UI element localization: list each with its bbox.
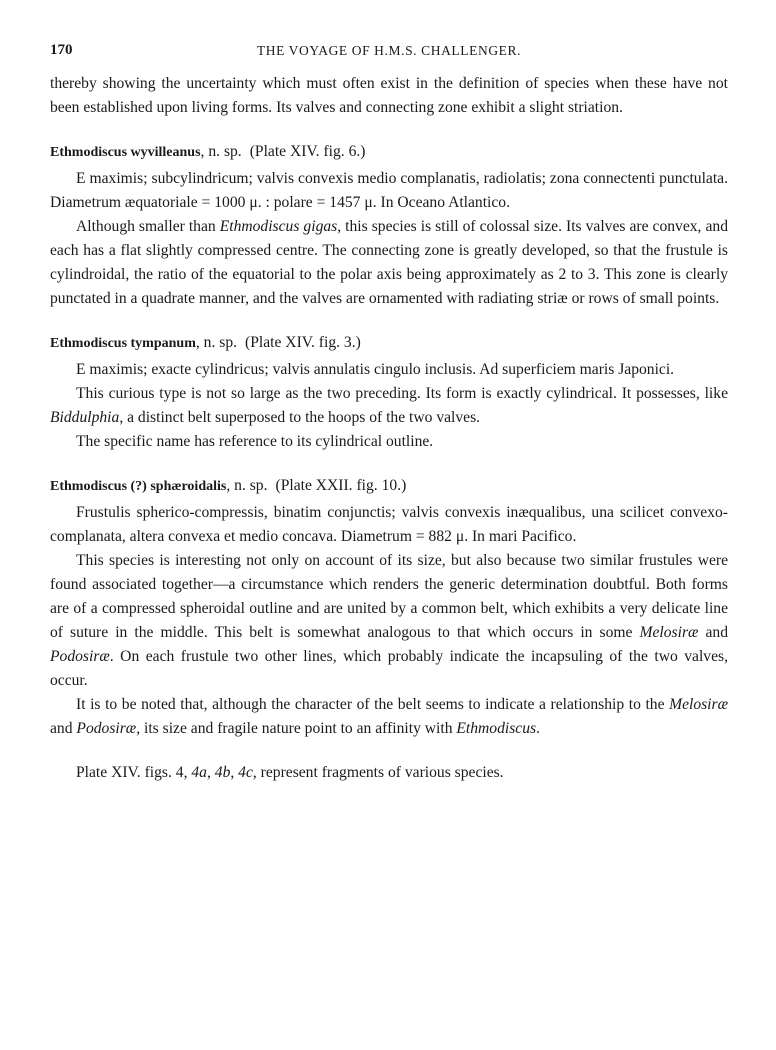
latin-diagnosis: Frustulis spherico-compressis, binatim conjunctis; valvis convexis inæqualibus, una scilicet convexo-complanata, altera convexa et medio concava. Diametrum = 882 μ. In mari Pacifico. xyxy=(50,504,728,545)
italic-genus: Ethmodiscus xyxy=(456,720,537,737)
description-paragraph: This species is interesting not only on account of its size, but also because two similar frustules were found associated together—a circumstance which renders the generic determination doubtful. Both forms are of a compressed spheroidal outline and are united by a common belt, which exhibits a very delicate line of suture in the middle. This belt is somewhat analogous to that which occurs in some Melosiræ and Podosiræ. On each frustule two other lines, which probably indicate the incapsuling of the two valves, occur. xyxy=(50,552,728,689)
species-heading-sphaeroidalis xyxy=(50,474,728,499)
running-title: THE VOYAGE OF H.M.S. CHALLENGER. xyxy=(256,43,522,58)
plate-reference: (Plate XIV. fig. 3.) xyxy=(245,334,361,351)
species-suffix: , n. sp. xyxy=(200,143,242,160)
species-name: Ethmodiscus tympanum xyxy=(50,336,196,351)
intro-paragraph: thereby showing the uncertainty which must often exist in the definition of species when these have not been established upon living forms. Its valves and connecting zone exhibit a slight striation. xyxy=(50,75,728,116)
italic-genus: Podosiræ xyxy=(76,720,137,737)
description-paragraph: Although smaller than Ethmodiscus gigas, this species is still of colossal size. Its valves are convex, and each has a flat slightly compressed centre. The connecting zone is greatly developed, so that the frustule is cylindroidal, the ratio of the equatorial to the polar axis being approximately as 2 to 3. This zone is clearly punctated in a quadrate manner, and the valves are ornamented with radiating striæ or rows of small points. xyxy=(50,218,728,307)
latin-diagnosis: E maximis; exacte cylindricus; valvis annulatis cingulo inclusis. Ad superficiem maris Japonici. xyxy=(76,361,675,378)
species-heading-tympanum xyxy=(50,331,728,356)
italic-genus: Ethmodiscus gigas xyxy=(219,218,338,235)
description-paragraph: The specific name has reference to its cylindrical outline. xyxy=(76,433,434,450)
species-name: Ethmodiscus (?) sphæroidalis xyxy=(50,479,227,494)
page-number: 170 xyxy=(50,42,73,58)
species-name: Ethmodiscus wyvilleanus xyxy=(50,145,201,160)
italic-genus: Podosiræ xyxy=(50,648,110,665)
plate-note: Plate XIV. figs. 4, 4a, 4b, 4c, represent fragments of various species. xyxy=(76,764,504,781)
species-suffix: , n. sp. xyxy=(226,477,268,494)
plate-reference: (Plate XXII. fig. 10.) xyxy=(275,477,407,494)
description-paragraph: This curious type is not so large as the two preceding. Its form is exactly cylindrical. It possesses, like Biddulphia, a distinct belt superposed to the hoops of the two valves. xyxy=(50,385,728,426)
plate-reference: (Plate XIV. fig. 6.) xyxy=(249,143,366,160)
species-heading-wyvilleanus xyxy=(50,140,728,165)
species-suffix: , n. sp. xyxy=(195,334,238,351)
description-paragraph: It is to be noted that, although the character of the belt seems to indicate a relationship to the Melosiræ and Podosiræ, its size and fragile nature point to an affinity with Ethmodiscus. xyxy=(50,696,728,737)
italic-genus: Melosiræ xyxy=(669,696,728,713)
italic-genus: Biddulphia xyxy=(50,409,120,426)
italic-genus: Melosiræ xyxy=(639,624,699,641)
latin-diagnosis: E maximis; subcylindricum; valvis convexis medio complanatis, radiolatis; zona connectenti punctulata. Diametrum æquatoriale = 1000 μ. : polare = 1457 μ. In Oceano Atlantico. xyxy=(50,170,728,211)
page-header xyxy=(50,42,728,72)
